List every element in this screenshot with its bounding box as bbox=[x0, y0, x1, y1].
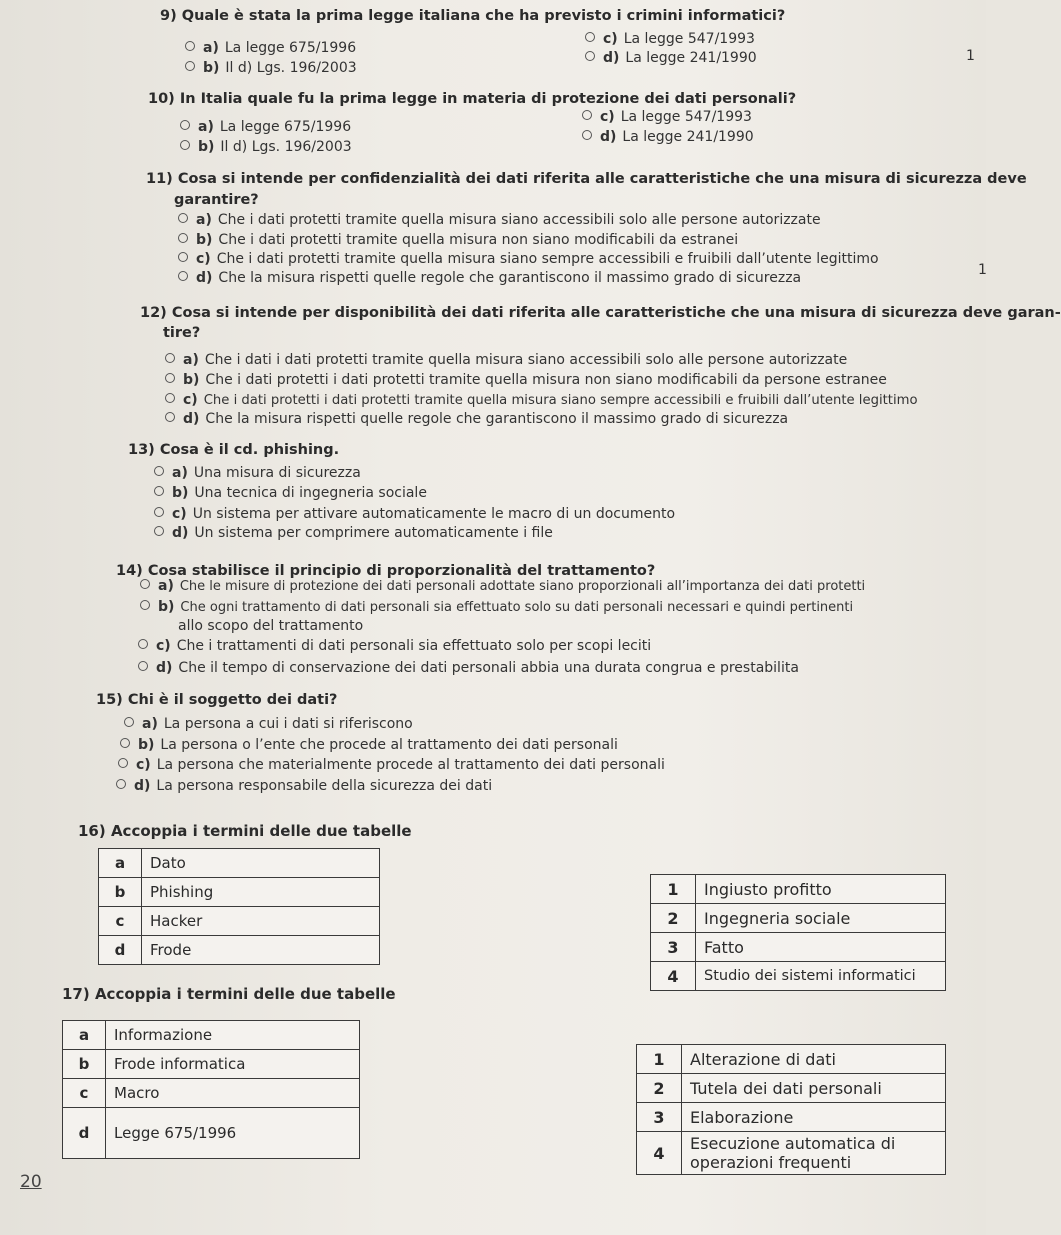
margin-number: 1 bbox=[978, 262, 987, 278]
table-row bbox=[63, 1079, 360, 1108]
radio-icon[interactable] bbox=[582, 130, 592, 140]
question-9-option-d[interactable]: d) La legge 241/1990 bbox=[585, 50, 757, 66]
table-row bbox=[651, 962, 946, 991]
question-13-title: 13) Cosa è il cd. phishing. bbox=[128, 442, 340, 458]
radio-icon[interactable] bbox=[118, 758, 128, 768]
table-row bbox=[99, 849, 380, 878]
question-12-option-a[interactable]: a) Che i dati i dati protetti tramite quella misura siano accessibili solo alle persone autorizzate bbox=[165, 352, 847, 368]
question-16-title: 16) Accoppia i termini delle due tabelle bbox=[78, 822, 412, 840]
table-value: Elaborazione bbox=[682, 1103, 946, 1132]
radio-icon[interactable] bbox=[165, 393, 175, 403]
radio-icon[interactable] bbox=[185, 41, 195, 51]
table-key: c bbox=[63, 1079, 106, 1108]
radio-icon[interactable] bbox=[154, 466, 164, 476]
question-14-title: 14) Cosa stabilisce il principio di proporzionalità del trattamento? bbox=[116, 563, 656, 579]
question-12-title-cont: tire? bbox=[163, 325, 201, 341]
table-value: Macro bbox=[106, 1079, 360, 1108]
radio-icon[interactable] bbox=[116, 779, 126, 789]
table-row bbox=[651, 904, 946, 933]
radio-icon[interactable] bbox=[154, 486, 164, 496]
question-15-option-b[interactable]: b) La persona o l’ente che procede al trattamento dei dati personali bbox=[120, 737, 618, 753]
question-14-option-b-cont: allo scopo del trattamento bbox=[178, 618, 364, 634]
table-value: Frode bbox=[142, 936, 380, 965]
question-9-option-a[interactable]: a) La legge 675/1996 bbox=[185, 40, 356, 56]
table-value: Alterazione di dati bbox=[682, 1045, 946, 1074]
table-row bbox=[637, 1045, 946, 1074]
radio-icon[interactable] bbox=[140, 600, 150, 610]
table-value: Studio dei sistemi informatici bbox=[696, 962, 946, 991]
table-key: d bbox=[99, 936, 142, 965]
table-row bbox=[63, 1021, 360, 1050]
radio-icon[interactable] bbox=[154, 507, 164, 517]
question-17-title: 17) Accoppia i termini delle due tabelle bbox=[62, 985, 396, 1003]
radio-icon[interactable] bbox=[185, 61, 195, 71]
q17-left-table bbox=[62, 1020, 360, 1159]
question-14-option-c[interactable]: c) Che i trattamenti di dati personali sia effettuato solo per scopi leciti bbox=[138, 638, 651, 654]
radio-icon[interactable] bbox=[120, 738, 130, 748]
question-10-option-a[interactable]: a) La legge 675/1996 bbox=[180, 119, 351, 135]
table-value: Ingegneria sociale bbox=[696, 904, 946, 933]
question-10-option-c[interactable]: c) La legge 547/1993 bbox=[582, 109, 752, 125]
question-12-option-d[interactable]: d) Che la misura rispetti quelle regole che garantiscono il massimo grado di sicurezza bbox=[165, 411, 788, 427]
table-value: Ingiusto profitto bbox=[696, 875, 946, 904]
page-number: 20 bbox=[20, 1172, 42, 1192]
table-key: 2 bbox=[637, 1074, 682, 1103]
table-key: d bbox=[63, 1108, 106, 1159]
table-value: Dato bbox=[142, 849, 380, 878]
question-11-title-cont: garantire? bbox=[174, 192, 259, 208]
question-9-option-c[interactable]: c) La legge 547/1993 bbox=[585, 31, 755, 47]
question-15-option-c[interactable]: c) La persona che materialmente procede al trattamento dei dati personali bbox=[118, 757, 665, 773]
table-key: 1 bbox=[637, 1045, 682, 1074]
table-key: 1 bbox=[651, 875, 696, 904]
question-14-option-d[interactable]: d) Che il tempo di conservazione dei dati personali abbia una durata congrua e prestabilita bbox=[138, 660, 799, 676]
q16-left-table bbox=[98, 848, 380, 965]
question-15-option-a[interactable]: a) La persona a cui i dati si riferiscono bbox=[124, 716, 413, 732]
table-key: a bbox=[63, 1021, 106, 1050]
table-key: 2 bbox=[651, 904, 696, 933]
question-9-option-b[interactable]: b) Il d) Lgs. 196/2003 bbox=[185, 60, 357, 76]
table-row bbox=[63, 1108, 360, 1159]
table-row bbox=[651, 875, 946, 904]
question-14-option-a[interactable]: a) Che le misure di protezione dei dati personali adottate siano proporzionali all’importanza dei dati protetti bbox=[140, 578, 865, 594]
radio-icon[interactable] bbox=[140, 579, 150, 589]
table-key: c bbox=[99, 907, 142, 936]
margin-number: 1 bbox=[966, 48, 975, 64]
question-13-option-c[interactable]: c) Un sistema per attivare automaticamente le macro di un documento bbox=[154, 506, 675, 522]
question-12-title: 12) Cosa si intende per disponibilità dei dati riferita alle caratteristiche che una misura di sicurezza deve garan- bbox=[140, 305, 1061, 321]
question-13-option-a[interactable]: a) Una misura di sicurezza bbox=[154, 465, 361, 481]
table-row bbox=[637, 1074, 946, 1103]
radio-icon[interactable] bbox=[180, 140, 190, 150]
table-value: Tutela dei dati personali bbox=[682, 1074, 946, 1103]
q17-right-table bbox=[636, 1044, 946, 1175]
radio-icon[interactable] bbox=[178, 213, 188, 223]
table-value: Informazione bbox=[106, 1021, 360, 1050]
radio-icon[interactable] bbox=[180, 120, 190, 130]
radio-icon[interactable] bbox=[138, 639, 148, 649]
table-row bbox=[99, 907, 380, 936]
radio-icon[interactable] bbox=[165, 373, 175, 383]
radio-icon[interactable] bbox=[585, 32, 595, 42]
radio-icon[interactable] bbox=[154, 526, 164, 536]
radio-icon[interactable] bbox=[138, 661, 148, 671]
question-12-option-c[interactable]: c) Che i dati protetti i dati protetti tramite quella misura siano sempre accessibili e fruibili dall’utente legittimo bbox=[165, 392, 918, 408]
table-value: Phishing bbox=[142, 878, 380, 907]
question-10-option-d[interactable]: d) La legge 241/1990 bbox=[582, 129, 754, 145]
radio-icon[interactable] bbox=[124, 717, 134, 727]
question-14-option-b[interactable]: b) Che ogni trattamento di dati personali sia effettuato solo su dati personali necessari e quindi pertinenti bbox=[140, 599, 853, 615]
question-11-title: 11) Cosa si intende per confidenzialità dei dati riferita alle caratteristiche che una misura di sicurezza deve bbox=[146, 171, 1027, 187]
question-9-title: 9) Quale è stata la prima legge italiana che ha previsto i crimini informatici? bbox=[160, 8, 786, 24]
question-15-option-d[interactable]: d) La persona responsabile della sicurezza dei dati bbox=[116, 778, 492, 794]
radio-icon[interactable] bbox=[165, 412, 175, 422]
table-row bbox=[99, 878, 380, 907]
question-10-option-b[interactable]: b) Il d) Lgs. 196/2003 bbox=[180, 139, 352, 155]
question-13-option-b[interactable]: b) Una tecnica di ingegneria sociale bbox=[154, 485, 427, 501]
question-11-option-b[interactable]: b) Che i dati protetti tramite quella misura non siano modificabili da estranei bbox=[178, 232, 738, 248]
table-row bbox=[63, 1050, 360, 1079]
table-row bbox=[637, 1132, 946, 1175]
table-row bbox=[99, 936, 380, 965]
table-value: Hacker bbox=[142, 907, 380, 936]
table-value: Fatto bbox=[696, 933, 946, 962]
radio-icon[interactable] bbox=[585, 51, 595, 61]
table-key: a bbox=[99, 849, 142, 878]
table-value bbox=[682, 1132, 946, 1175]
table-key: b bbox=[99, 878, 142, 907]
table-key: 3 bbox=[637, 1103, 682, 1132]
table-key: 4 bbox=[637, 1132, 682, 1175]
table-value: Legge 675/1996 bbox=[106, 1108, 360, 1159]
question-15-title: 15) Chi è il soggetto dei dati? bbox=[96, 692, 338, 708]
radio-icon[interactable] bbox=[178, 271, 188, 281]
radio-icon[interactable] bbox=[165, 353, 175, 363]
table-value-line2: operazioni frequenti bbox=[690, 1153, 852, 1172]
question-13-option-d[interactable]: d) Un sistema per comprimere automaticamente i file bbox=[154, 525, 553, 541]
radio-icon[interactable] bbox=[582, 110, 592, 120]
question-11-option-c[interactable]: c) Che i dati protetti tramite quella misura siano sempre accessibili e fruibili dall’utente legittimo bbox=[178, 251, 879, 267]
table-row bbox=[651, 933, 946, 962]
table-key: 4 bbox=[651, 962, 696, 991]
radio-icon[interactable] bbox=[178, 252, 188, 262]
question-11-option-a[interactable]: a) Che i dati protetti tramite quella misura siano accessibili solo alle persone autorizzate bbox=[178, 212, 821, 228]
question-12-option-b[interactable]: b) Che i dati protetti i dati protetti tramite quella misura non siano modificabili da persone estranee bbox=[165, 372, 887, 388]
question-10-title: 10) In Italia quale fu la prima legge in materia di protezione dei dati personali? bbox=[148, 91, 797, 107]
table-key: 3 bbox=[651, 933, 696, 962]
table-value-line1: Esecuzione automatica di bbox=[690, 1134, 896, 1153]
radio-icon[interactable] bbox=[178, 233, 188, 243]
table-value: Frode informatica bbox=[106, 1050, 360, 1079]
table-row bbox=[637, 1103, 946, 1132]
table-key: b bbox=[63, 1050, 106, 1079]
q16-right-table bbox=[650, 874, 946, 991]
question-11-option-d[interactable]: d) Che la misura rispetti quelle regole che garantiscono il massimo grado di sicurezza bbox=[178, 270, 801, 286]
